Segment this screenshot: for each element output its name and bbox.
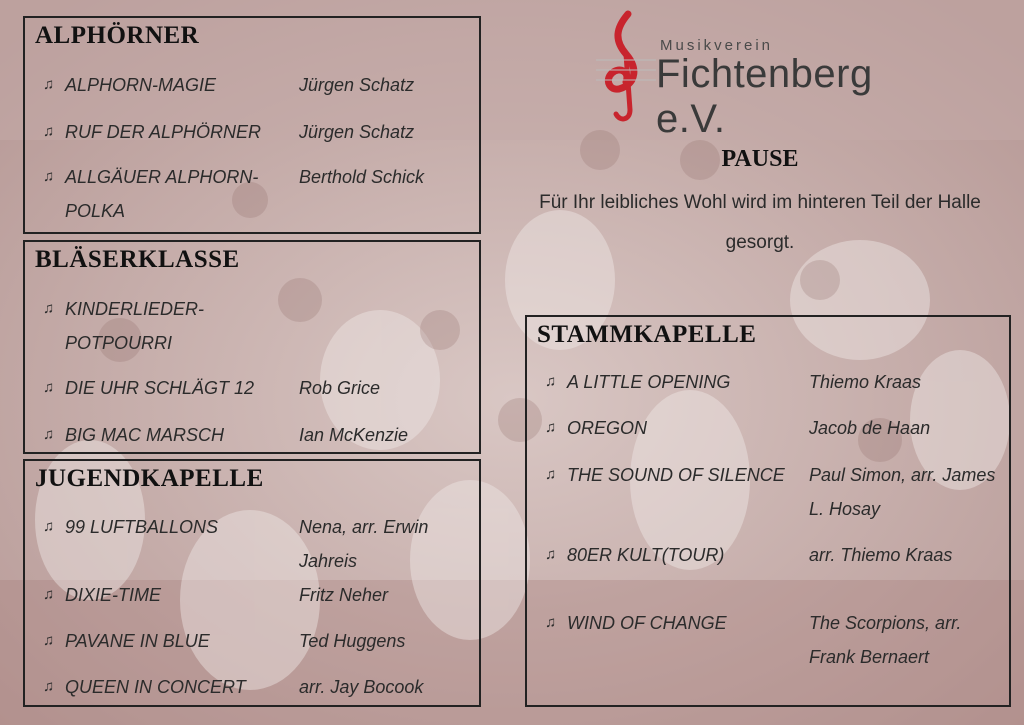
piece-title: PAVANE IN BLUE [65,631,210,651]
logo-subtitle: Musikverein [660,37,774,54]
piece-composer-cont: L. Hosay [809,499,881,519]
piece-composer: Thiemo Kraas [809,372,922,392]
music-note-icon: ♫ [43,586,55,603]
music-note-icon: ♫ [43,379,55,396]
music-note-icon: ♫ [545,373,557,390]
music-note-icon: ♫ [545,614,557,631]
music-note-icon: ♫ [545,419,557,436]
piece-title-cont: POTPOURRI [65,333,173,353]
piece-title: DIE UHR SCHLÄGT 12 [65,378,255,398]
piece-title: DIXIE-TIME [65,585,162,605]
piece-composer: arr. Thiemo Kraas [809,545,953,565]
piece-composer: The Scorpions, arr. [809,613,962,633]
piece-composer: Ian McKenzie [299,425,409,445]
piece-title: 99 LUFTBALLONS [65,517,219,537]
piece-composer: Jacob de Haan [809,418,931,438]
music-note-icon: ♫ [43,76,55,93]
piece-title: BIG MAC MARSCH [65,425,225,445]
piece-composer: arr. Jay Bocook [299,677,424,697]
music-note-icon: ♫ [43,426,55,443]
piece-title: WIND OF CHANGE [567,613,727,633]
music-note-icon: ♫ [43,518,55,535]
pause-text: Für Ihr leibliches Wohl wird im hinteren Teil der Halle gesorgt. [539,192,981,253]
section-title: BLÄSERKLASSE [35,246,240,273]
music-note-icon: ♫ [545,546,557,563]
section-title: JUGENDKAPELLE [35,465,264,492]
piece-composer: Fritz Neher [299,585,389,605]
piece-composer: Jürgen Schatz [299,75,415,95]
piece-composer-cont: Frank Bernaert [809,647,930,667]
treble-clef-icon [596,10,656,125]
music-note-icon: ♫ [545,466,557,483]
section-title: STAMMKAPELLE [537,321,757,348]
piece-composer: Jürgen Schatz [299,122,415,142]
music-note-icon: ♫ [43,168,55,185]
piece-title: OREGON [567,418,648,438]
piece-composer: Rob Grice [299,378,381,398]
music-note-icon: ♫ [43,632,55,649]
piece-title: ALPHORN-MAGIE [65,75,217,95]
logo-title: Fichtenberg e.V. [656,52,873,141]
piece-title: KINDERLIEDER- [65,299,205,319]
section-blaserklasse [23,240,481,454]
pause-heading: PAUSE [721,146,799,172]
music-note-icon: ♫ [43,300,55,317]
piece-composer-cont: Jahreis [299,551,358,571]
piece-title: 80ER KULT(TOUR) [567,545,725,565]
piece-title: ALLGÄUER ALPHORN- [65,167,259,187]
piece-composer: Nena, arr. Erwin [299,517,429,537]
piece-title: A LITTLE OPENING [567,372,731,392]
music-note-icon: ♫ [43,123,55,140]
piece-title: RUF DER ALPHÖRNER [65,122,262,142]
section-stammkapelle [525,315,1011,707]
piece-title-cont: POLKA [65,201,126,221]
piece-composer: Paul Simon, arr. James [809,465,996,485]
music-note-icon: ♫ [43,678,55,695]
piece-composer: Berthold Schick [299,167,425,187]
piece-title: QUEEN IN CONCERT [65,677,246,697]
section-title: ALPHÖRNER [35,22,200,49]
piece-title: THE SOUND OF SILENCE [567,465,785,485]
club-logo [596,10,916,141]
section-alphorner [23,16,481,234]
piece-composer: Ted Huggens [299,631,406,651]
section-jugendkapelle [23,459,481,707]
